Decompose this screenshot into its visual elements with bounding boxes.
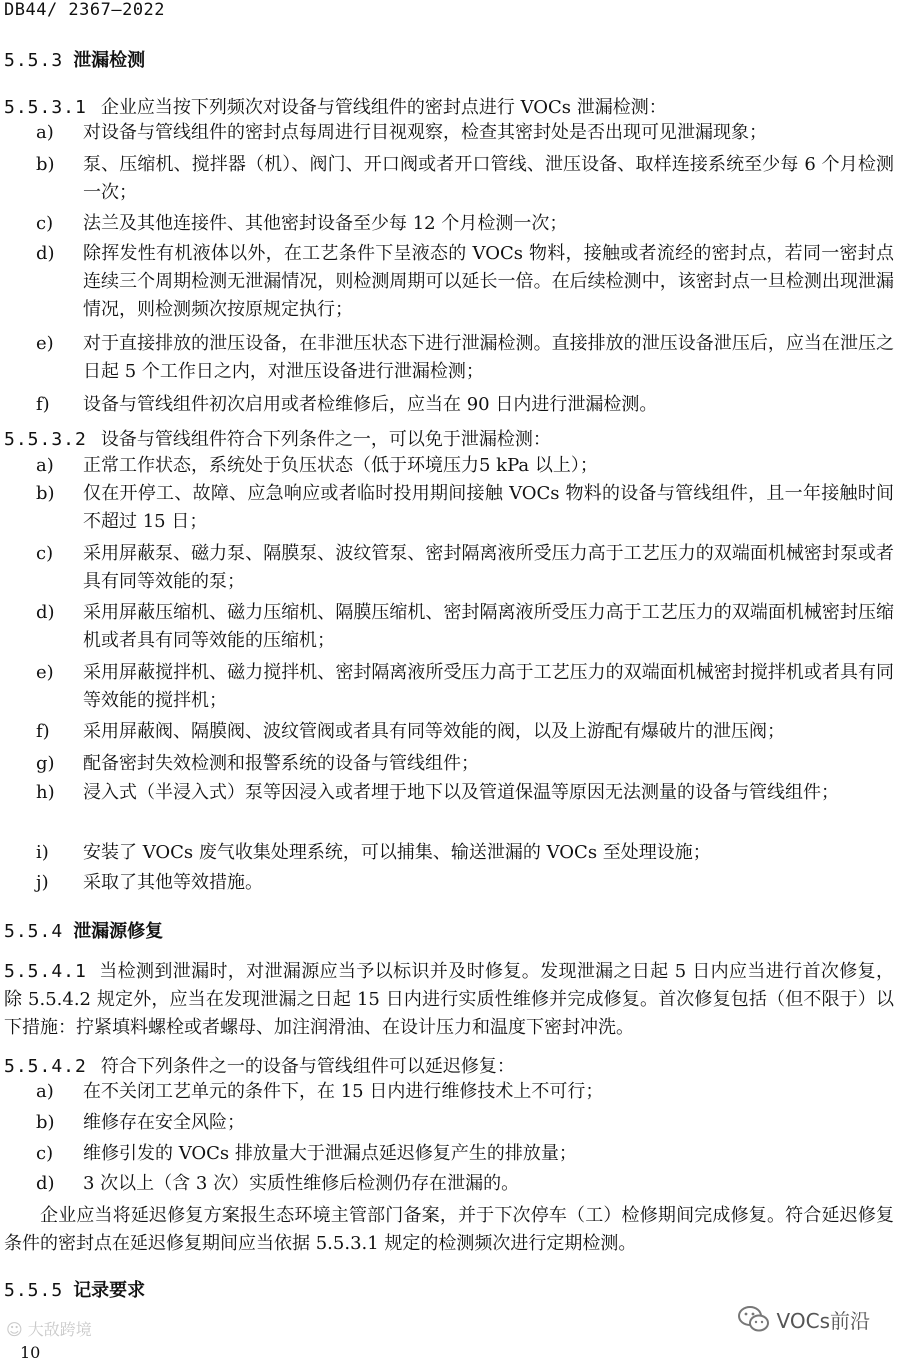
section-heading-5-5-4	[4, 917, 163, 943]
list-item-label: c)	[36, 543, 54, 564]
list-item-text: 采用屏蔽泵、磁力泵、隔膜泵、波纹管泵、密封隔离液所受压力高于工艺压力的双端面机械密封泵或者具有同等效能的泵；	[83, 543, 894, 592]
list-item-text: 配备密封失效检测和报警系统的设备与管线组件；	[83, 753, 479, 774]
list-item-label: c)	[36, 213, 54, 234]
list-item-text: 浸入式（半浸入式）泵等因浸入或者埋于地下以及管道保温等原因无法测量的设备与管线组件；	[83, 782, 839, 803]
wechat-icon	[737, 1304, 771, 1334]
list-item-text: 对于直接排放的泄压设备，在非泄压状态下进行泄漏检测。直接排放的泄压设备泄压后，应当在泄压之日起 5 个工作日之内，对泄压设备进行泄漏检测；	[83, 333, 894, 382]
list-item-text: 维修引发的 VOCs 排放量大于泄漏点延迟修复产生的排放量；	[83, 1143, 577, 1164]
list-item	[36, 1078, 894, 1106]
list-item	[36, 599, 894, 655]
list-item	[36, 718, 894, 746]
list-item-label: b)	[36, 483, 55, 504]
list-item-label: d)	[36, 602, 55, 623]
list-item-text: 对设备与管线组件的密封点每周进行目视观察，检查其密封处是否出现可见泄漏现象；	[83, 122, 767, 143]
list-item	[36, 480, 894, 536]
list-item-text: 法兰及其他连接件、其他密封设备至少每 12 个月检测一次；	[83, 213, 568, 234]
list-item	[36, 210, 894, 238]
list-item-label: a)	[36, 122, 54, 143]
clause-number: 5.5.3.1	[4, 97, 87, 118]
section-title: 记录要求	[73, 1280, 146, 1301]
list-item-label: d)	[36, 243, 55, 264]
list-item-label: c)	[36, 1143, 54, 1164]
clause-text: 设备与管线组件符合下列条件之一，可以免于泄漏检测：	[100, 429, 551, 450]
list-item	[36, 1140, 894, 1168]
section-number: 5.5.5	[4, 1280, 64, 1301]
section-heading-5-5-3	[4, 46, 145, 72]
list-item-label: e)	[36, 333, 54, 354]
list-item	[36, 240, 894, 324]
list-item-label: a)	[36, 1081, 54, 1102]
list-item	[36, 839, 894, 867]
page-number: 10	[20, 1343, 41, 1362]
list-item-label: g)	[36, 753, 55, 774]
wechat-account-name: VOCs前沿	[776, 1308, 870, 1333]
list-item-label: b)	[36, 154, 55, 175]
list-item-text: 正常工作状态，系统处于负压状态（低于环境压力5 kPa 以上）；	[83, 455, 598, 476]
watermark-icon: ☺	[6, 1320, 23, 1339]
watermark-logo	[6, 1317, 92, 1340]
list-item	[36, 151, 894, 207]
list-item-label: i)	[36, 842, 49, 863]
list-item-text: 安装了 VOCs 废气收集处理系统，可以捕集、输送泄漏的 VOCs 至处理设施；	[83, 842, 711, 863]
clause-text: 企业应当按下列频次对设备与管线组件的密封点进行 VOCs 泄漏检测：	[100, 97, 667, 118]
clause-5-5-4-2	[4, 1052, 515, 1078]
list-item	[36, 391, 894, 419]
list-item	[36, 869, 894, 897]
closing-paragraph: 企业应当将延迟修复方案报生态环境主管部门备案，并于下次停车（工）检修期间完成修复。符合延迟修复条件的密封点在延迟修复期间应当依据 5.5.3.1 规定的检测频次进行定期检测。	[4, 1205, 894, 1254]
document-header: DB44/ 2367—2022	[4, 0, 166, 20]
clause-number: 5.5.4.1	[4, 961, 87, 982]
list-item-text: 仅在开停工、故障、应急响应或者临时投用期间接触 VOCs 物料的设备与管线组件，且一年接触时间不超过 15 日；	[83, 483, 894, 532]
list-item-text: 采取了其他等效措施。	[83, 872, 263, 893]
list-item-label: j)	[36, 872, 49, 893]
section-number: 5.5.3	[4, 50, 64, 71]
clause-text: 当检测到泄漏时，对泄漏源应当予以标识并及时修复。发现泄漏之日起 5 日内应当进行首次修复，除 5.5.4.2 规定外，应当在发现泄漏之日起 15 日内进行实质性维修并完成修复。首次修复包括（但不限于）以下措施：拧紧填料螺栓或者螺母、加注润滑油、在设计压力和温度下密封冲洗。	[4, 961, 894, 1038]
list-item-label: a)	[36, 455, 54, 476]
list-item	[36, 119, 894, 147]
list-item-label: e)	[36, 662, 54, 683]
list-item-text: 设备与管线组件初次启用或者检维修后，应当在 90 日内进行泄漏检测。	[83, 394, 658, 415]
list-item-label: f)	[36, 721, 50, 742]
list-item-text: 在不关闭工艺单元的条件下，在 15 日内进行维修技术上不可行；	[83, 1081, 604, 1102]
list-item	[36, 779, 894, 807]
list-item-label: d)	[36, 1173, 55, 1194]
list-item	[36, 330, 894, 386]
list-item-text: 3 次以上（含 3 次）实质性维修后检测仍存在泄漏的。	[83, 1173, 520, 1194]
clause-5-5-3-1	[4, 93, 667, 119]
section-heading-5-5-5	[4, 1276, 145, 1302]
list-item-label: f)	[36, 394, 50, 415]
section-title: 泄漏检测	[73, 50, 146, 71]
list-item	[36, 540, 894, 596]
list-item	[36, 750, 894, 778]
list-item	[36, 452, 894, 480]
list-item-text: 泵、压缩机、搅拌器（机）、阀门、开口阀或者开口管线、泄压设备、取样连接系统至少每 6 个月检测一次；	[83, 154, 894, 203]
section-title: 泄漏源修复	[73, 921, 164, 942]
watermark-text: 大敌跨境	[27, 1320, 92, 1339]
clause-number: 5.5.3.2	[4, 429, 87, 450]
wechat-account-badge	[737, 1304, 870, 1334]
list-item-text: 采用屏蔽搅拌机、磁力搅拌机、密封隔离液所受压力高于工艺压力的双端面机械密封搅拌机或者具有同等效能的搅拌机；	[83, 662, 894, 711]
clause-5-5-3-2	[4, 425, 551, 451]
list-item-text: 采用屏蔽阀、隔膜阀、波纹管阀或者具有同等效能的阀，以及上游配有爆破片的泄压阀；	[83, 721, 785, 742]
clause-number: 5.5.4.2	[4, 1056, 87, 1077]
list-item-text: 维修存在安全风险；	[83, 1112, 245, 1133]
clause-5-5-4-1	[4, 958, 894, 1042]
list-item	[36, 659, 894, 715]
list-item-text: 除挥发性有机液体以外，在工艺条件下呈液态的 VOCs 物料，接触或者流经的密封点，若同一密封点连续三个周期检测无泄漏情况，则检测周期可以延长一倍。在后续检测中，该密封点一旦检测出现泄漏情况，则检测频次按原规定执行；	[83, 243, 894, 320]
list-item	[36, 1170, 894, 1198]
clause-text: 符合下列条件之一的设备与管线组件可以延迟修复：	[100, 1056, 515, 1077]
section-number: 5.5.4	[4, 921, 64, 942]
list-item-label: h)	[36, 782, 55, 803]
list-item	[36, 1109, 894, 1137]
list-item-text: 采用屏蔽压缩机、磁力压缩机、隔膜压缩机、密封隔离液所受压力高于工艺压力的双端面机械密封压缩机或者具有同等效能的压缩机；	[83, 602, 894, 651]
list-item-label: b)	[36, 1112, 55, 1133]
